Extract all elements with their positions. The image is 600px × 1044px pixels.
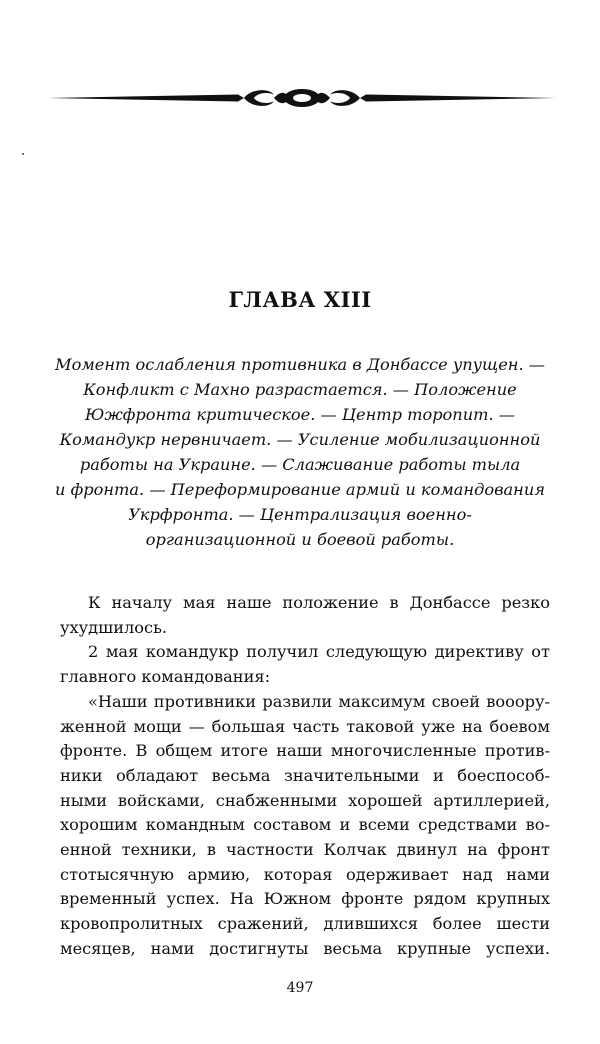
summary-line: организационной и боевой работы. (145, 530, 455, 549)
print-speck (22, 153, 24, 155)
body-line: кровопролитных сражений, длившихся более шести (60, 914, 550, 934)
summary-line: и фронта. — Переформирование армий и командования (55, 480, 545, 499)
body-line: ными войсками, снабженными хорошей артиллерией, (60, 790, 550, 810)
body-line: 2 мая командукр получил следующую директиву от (88, 642, 550, 662)
body-line: К началу мая наше положение в Донбассе резко (88, 593, 550, 612)
body-line: ники обладают весьма значительными и боеспособ- (60, 765, 550, 785)
body-line: женной мощи — большая часть таковой уже на боевом (60, 716, 550, 736)
summary-line: Конфликт с Махно разрастается. — Положение (83, 380, 517, 399)
body-line: месяцев, нами достигнуты весьма крупные успехи. (60, 938, 550, 958)
body-line: главного командования: (60, 667, 271, 687)
body-line: енной техники, в частности Колчак двинул на фронт (60, 840, 550, 860)
summary-line: работы на Украине. — Слаживание работы тыла (79, 455, 521, 474)
body-line: хорошим командным составом и всеми средствами во- (60, 815, 550, 835)
summary-line: Момент ослабления противника в Донбассе упущен. — (55, 355, 545, 374)
chapter-summary (50, 352, 550, 552)
chapter-title: ГЛАВА XIII (228, 287, 372, 312)
summary-line: Укрфронта. — Централизация военно- (128, 505, 472, 524)
body-line: фронте. В общем итоге наши многочисленные против- (60, 741, 550, 761)
body-line: ухудшилось. (60, 617, 168, 637)
body-line: «Наши противники развили максимум своей вооору- (88, 691, 550, 711)
body-text (60, 591, 550, 962)
body-line: стотысячную армию, которая одерживает над нами (60, 864, 550, 884)
body-line: временный успех. На Южном фронте рядом крупных (60, 889, 550, 909)
decorative-divider-ornament (48, 82, 556, 114)
summary-line: Командукр нервничает. — Усиление мобилизационной (59, 430, 541, 449)
summary-line: Южфронта критическое. — Центр торопит. — (85, 405, 515, 424)
page-number: 497 (286, 980, 314, 996)
